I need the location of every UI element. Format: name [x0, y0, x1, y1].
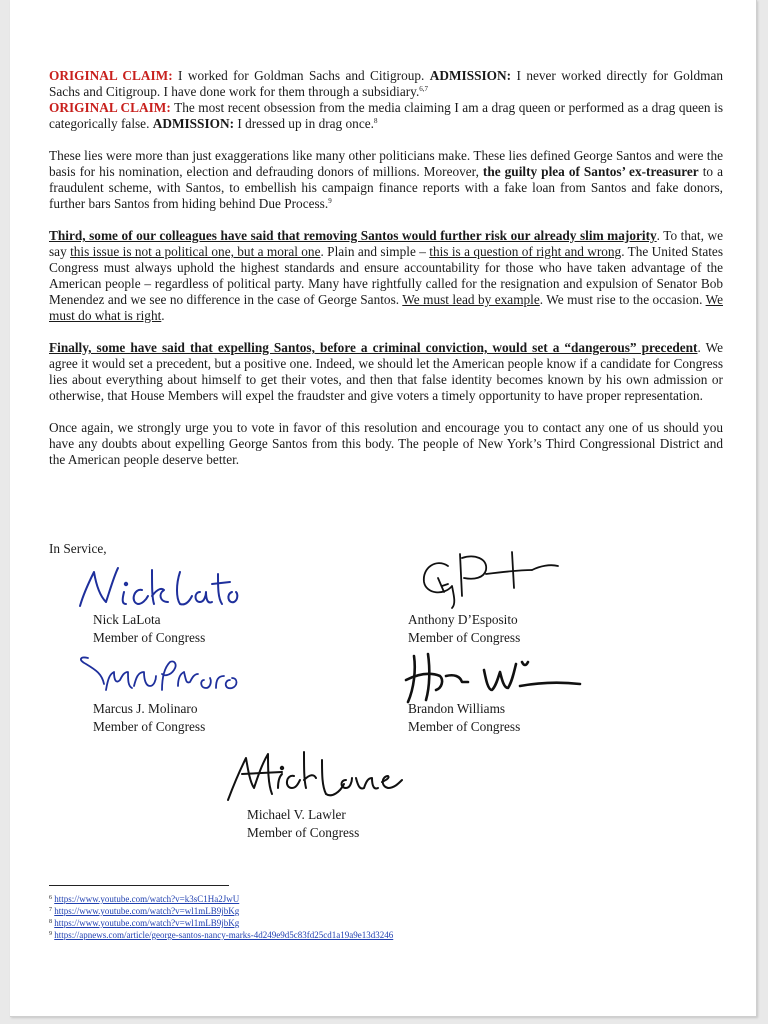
- third-argument-paragraph: Third, some of our colleagues have said that removing Santos would further risk our already slim majority. To that, we say this issue is not a political one, but a moral one. Plain and simple – this is a question of right and wrong. The United States Congress must always uphold the highest standards and ensure accountability for those who have taken advantage of the American people – regardless of political party. Many have rightfully called for the resignation and expulsion of Senator Bob Menendez and we see no difference in the case of George Santos. We must lead by example. We must rise to the occasion. We must do what is right.: [49, 228, 723, 323]
- lies-paragraph: These lies were more than just exaggerations like many other politicians make. These lies defined George Santos and were the basis for his nomination, election and defrauding donors of millions. Moreover, the guilty plea of Santos’ ex-treasurer to a fraudulent scheme, with Santos, to embellish his campaign finance reports with a fake loan from Santos and fake donors, further bars Santos from hiding behind Due Process.$^9$: [49, 148, 723, 211]
- footnote-link[interactable]: https://www.youtube.com/watch?v=wl1mLB9jbKg: [54, 918, 240, 928]
- signer-block-molinaro: [93, 700, 205, 736]
- signer-title: Member of Congress: [93, 630, 206, 645]
- footnote-item: $^6$ https://www.youtube.com/watch?v=k3sC1Ha2JwU: [49, 894, 240, 904]
- footnote-ref: 8: [373, 117, 378, 125]
- claims-paragraph: ORIGINAL CLAIM: I worked for Goldman Sachs and Citigroup. ADMISSION: I never worked directly for Goldman Sachs and Citigroup. I have done work for them through a subsidiary.$^{6,7}$ ORIGINAL CLAIM: The most recent obsession from the media claiming I am a drag queen or performed as a drag queen is categorically false. ADMISSION: I dressed up in drag once.$^8$: [49, 68, 724, 131]
- footnote-link[interactable]: https://www.youtube.com/watch?v=k3sC1Ha2JwU: [54, 894, 240, 904]
- signer-name: Michael V. Lawler: [247, 807, 346, 822]
- footnote-ref: 9: [328, 197, 332, 205]
- admission-label: ADMISSION:: [429, 68, 512, 83]
- signer-title: Member of Congress: [247, 825, 360, 840]
- footnote-link[interactable]: https://apnews.com/article/george-santos-nancy-marks-4d249e9d5c83fd25cd1a19a9e13d3246: [54, 930, 394, 940]
- signer-block-williams: [408, 700, 520, 736]
- signature-molinaro: [74, 650, 254, 698]
- finally-paragraph: Finally, some have said that expelling Santos, before a criminal conviction, would set a “dangerous” precedent. We agree it would set a precedent, but a positive one. Indeed, we should let the American people know if a candidate for Congress lies about everything about himself to get their votes, and then that false identity becomes known by his own admission or otherwise, that House Members will expel the fraudster and give voters a timely opportunity to have proper representation.: [49, 340, 723, 403]
- footnote-ref: 6,7: [419, 85, 429, 93]
- signer-title: Member of Congress: [408, 630, 521, 645]
- signer-name: Anthony D’Esposito: [408, 612, 518, 627]
- signature-lawler: [222, 744, 412, 814]
- urge-paragraph: Once again, we strongly urge you to vote in favor of this resolution and encourage you to contact any one of us should you have any doubts about expelling George Santos from this body. The people of New York’s Third Congressional District and the American people deserve better.: [49, 420, 723, 467]
- signer-name: Nick LaLota: [93, 612, 161, 627]
- signer-title: Member of Congress: [93, 719, 206, 734]
- admission-label: ADMISSION:: [152, 116, 235, 131]
- footnote-item: $^7$ https://www.youtube.com/watch?v=wl1mLB9jbKg: [49, 906, 240, 916]
- footnotes: [49, 893, 393, 941]
- original-claim-label: ORIGINAL CLAIM:: [49, 68, 173, 83]
- letter-body: [49, 68, 723, 468]
- signer-title: Member of Congress: [408, 719, 521, 734]
- signer-name: Brandon Williams: [408, 701, 506, 716]
- footnote-divider: [49, 885, 229, 886]
- original-claim-label: ORIGINAL CLAIM:: [49, 100, 171, 115]
- footnote-item: $^8$ https://www.youtube.com/watch?v=wl1mLB9jbKg: [49, 918, 240, 928]
- signer-block-desposito: [408, 611, 520, 647]
- signer-name: Marcus J. Molinaro: [93, 701, 198, 716]
- signer-block-lalota: [93, 611, 205, 647]
- document-page: [10, 0, 757, 1017]
- signature-lalota: [72, 562, 242, 618]
- signer-block-lawler: [247, 806, 359, 842]
- footnote-link[interactable]: https://www.youtube.com/watch?v=wl1mLB9jbKg: [54, 906, 240, 916]
- signature-williams: [402, 646, 584, 706]
- closing-line: In Service,: [49, 541, 107, 556]
- footnote-item: $^9$ https://apnews.com/article/george-santos-nancy-marks-4d249e9d5c83fd25cd1a19a9e13d3246: [49, 930, 394, 940]
- signature-desposito: [414, 548, 564, 610]
